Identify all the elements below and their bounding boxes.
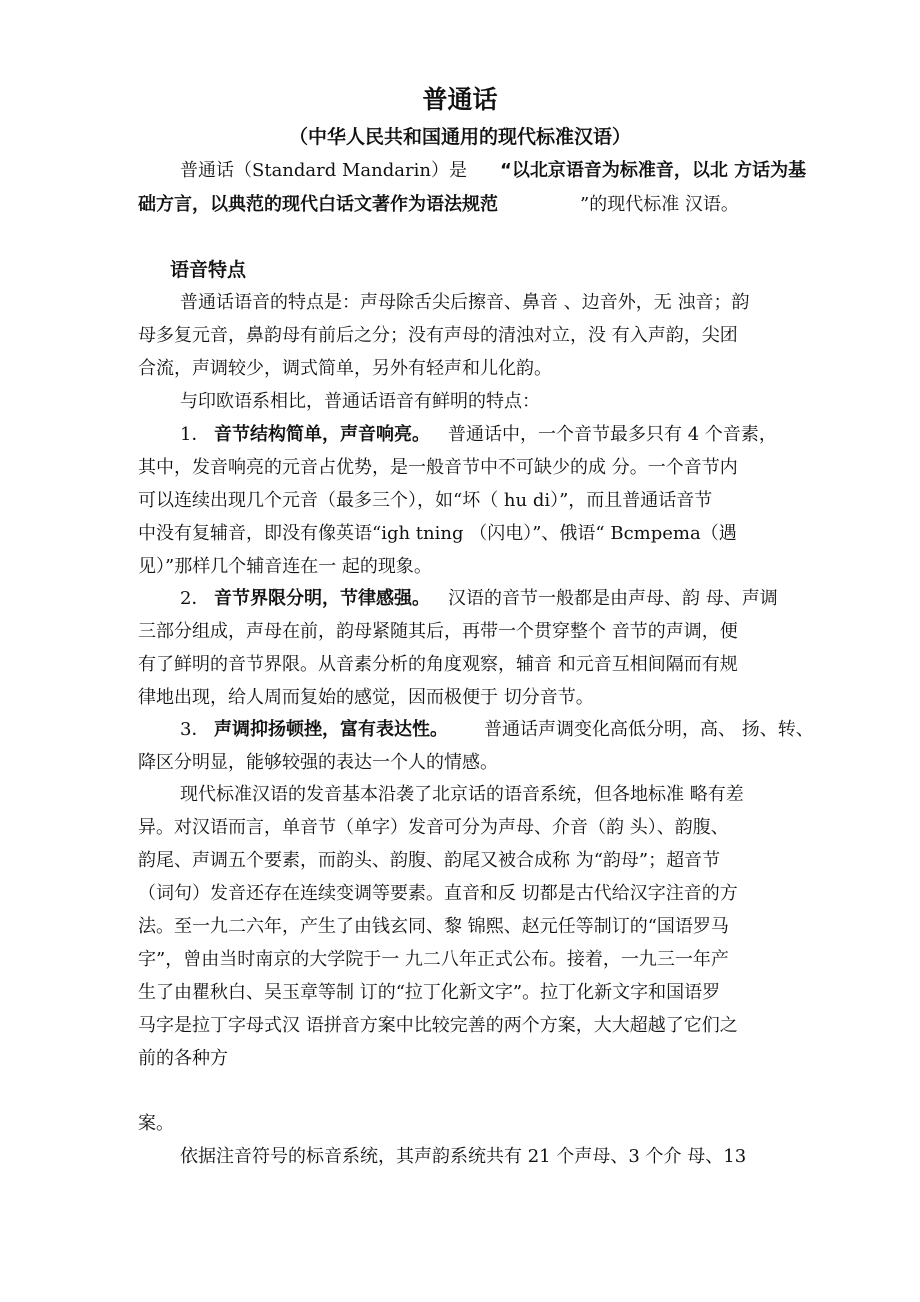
p3-line-10: [0, 1108, 920, 1140]
item1-line-2: [0, 452, 920, 484]
paragraph-text: 韵尾、声调五个要素，而韵头、韵腹、韵尾又被合成称 为“韵母”；超音节: [138, 850, 721, 871]
item-number: 2．: [180, 588, 210, 609]
intro-bold-definition-cont: 础方言，以典范的现代白话文著作为语法规范: [138, 194, 498, 215]
p3-line-3: [0, 845, 920, 877]
item2-line-1: [0, 583, 920, 615]
p3-line-5: [0, 911, 920, 943]
item-number: 3．: [180, 719, 210, 740]
item2-line-4: [0, 682, 920, 714]
paragraph-text: 普通话语音的特点是：声母除舌尖后擦音、鼻音 、边音外，无 浊音；韵: [180, 292, 750, 313]
paragraph-text: 异。对汉语而言，单音节（单字）发音可分为声母、介音（韵 头）、韵腹、: [138, 817, 729, 838]
p3-line-8: [0, 1010, 920, 1042]
paragraph-text: 律地出现，给人周而复始的感觉，因而极便于 切分音节。: [138, 687, 594, 708]
paragraph-text: 普通话中，一个音节最多只有 4 个音素，: [448, 424, 777, 445]
paragraph-text: 普通话声调变化高低分明，高、 扬、转、: [484, 719, 814, 740]
document-subtitle: （中华人民共和国通用的现代标准汉语）: [288, 126, 631, 148]
section-heading: 语音特点: [170, 259, 247, 281]
paragraph-text: 见）”那样几个辅音连在一 起的现象。: [138, 556, 432, 577]
item1-line-5: [0, 551, 920, 583]
paragraph-text: 汉语的音节一般都是由声母、韵 母、声调: [448, 588, 778, 609]
item-number: 1．: [180, 424, 210, 445]
paragraph-text: 与印欧语系相比，普通话语音有鲜明的特点：: [180, 391, 540, 412]
intro-bold-definition: “以北京语音为标准音，以北 方话为基: [500, 160, 807, 181]
paragraph-text: 前的各种方: [138, 1048, 228, 1069]
paragraph-text: 可以连续出现几个元音（最多三个），如“坏（ hu di）”，而且普通话音节: [138, 490, 713, 511]
item3-line-1: [0, 714, 920, 746]
item-bold-heading: 声调抑扬顿挫，富有表达性。: [214, 719, 448, 740]
paragraph-text: 降区分明显，能够较强的表达一个人的情感。: [138, 752, 498, 773]
p3-line-4: [0, 878, 920, 910]
intro-line-1: [0, 155, 920, 187]
item2-line-3: [0, 649, 920, 681]
paragraph-text: 法。至一九二六年，产生了由钱玄同、黎 锦熙、赵元任等制订的“国语罗马: [138, 916, 729, 937]
p3-line-9: [0, 1043, 920, 1075]
item1-line-1: [0, 419, 920, 451]
paragraph-text: 案。: [138, 1113, 174, 1134]
p1-line-1: [0, 287, 920, 319]
p1-line-3: [0, 353, 920, 385]
paragraph-text: 合流，声调较少，调式简单，另外有轻声和儿化韵。: [138, 358, 552, 379]
paragraph-text: 其中，发音响亮的元音占优势，是一般音节中不可缺少的成 分。一个音节内: [138, 457, 738, 478]
intro-text: 普通话（Standard Mandarin）是: [180, 160, 467, 181]
p1-line-2: [0, 320, 920, 352]
paragraph-text: 生了由瞿秋白、吴玉章等制 订的“拉丁化新文字”。拉丁化新文字和国语罗: [138, 982, 721, 1003]
paragraph-text: 有了鲜明的音节界限。从音素分析的角度观察，辅音 和元音互相间隔而有规: [138, 654, 738, 675]
p3-line-6: [0, 944, 920, 976]
paragraph-text: 母多复元音，鼻韵母有前后之分；没有声母的清浊对立，没 有入声韵，尖团: [138, 325, 738, 346]
paragraph-text: 马字是拉丁字母式汉 语拼音方案中比较完善的两个方案，大大超越了它们之: [138, 1015, 738, 1036]
paragraph-text: 中没有复辅音，即没有像英语“igh tning （闪电）”、俄语“ Bcmpema（遇: [138, 523, 737, 544]
intro-text-end: ”的现代标准 汉语。: [580, 194, 739, 215]
document-title: 普通话: [422, 85, 498, 114]
p2-line: [0, 386, 920, 418]
item1-line-4: [0, 518, 920, 550]
intro-line-2: [0, 189, 920, 221]
p3-line-2: [0, 812, 920, 844]
p4-line: [0, 1141, 920, 1173]
item-bold-heading: 音节结构简单，声音响亮。: [214, 424, 430, 445]
paragraph-text: 依据注音符号的标音系统，其声韵系统共有 21 个声母、3 个介 母、13: [180, 1146, 747, 1167]
paragraph-text: 三部分组成，声母在前，韵母紧随其后，再带一个贯穿整个 音节的声调，便: [138, 621, 738, 642]
item1-line-3: [0, 485, 920, 517]
item-bold-heading: 音节界限分明，节律感强。: [214, 588, 430, 609]
paragraph-text: （词句）发音还存在连续变调等要素。直音和反 切都是古代给汉字注音的方: [138, 883, 738, 904]
item2-line-2: [0, 616, 920, 648]
paragraph-text: 字”，曾由当时南京的大学院于一 九二八年正式公布。接着，一九三一年产: [138, 949, 729, 970]
p3-line-7: [0, 977, 920, 1009]
p3-line-1: [0, 779, 920, 811]
paragraph-text: 现代标准汉语的发音基本沿袭了北京话的语音系统，但各地标准 略有差: [180, 784, 744, 805]
item3-line-2: [0, 747, 920, 779]
